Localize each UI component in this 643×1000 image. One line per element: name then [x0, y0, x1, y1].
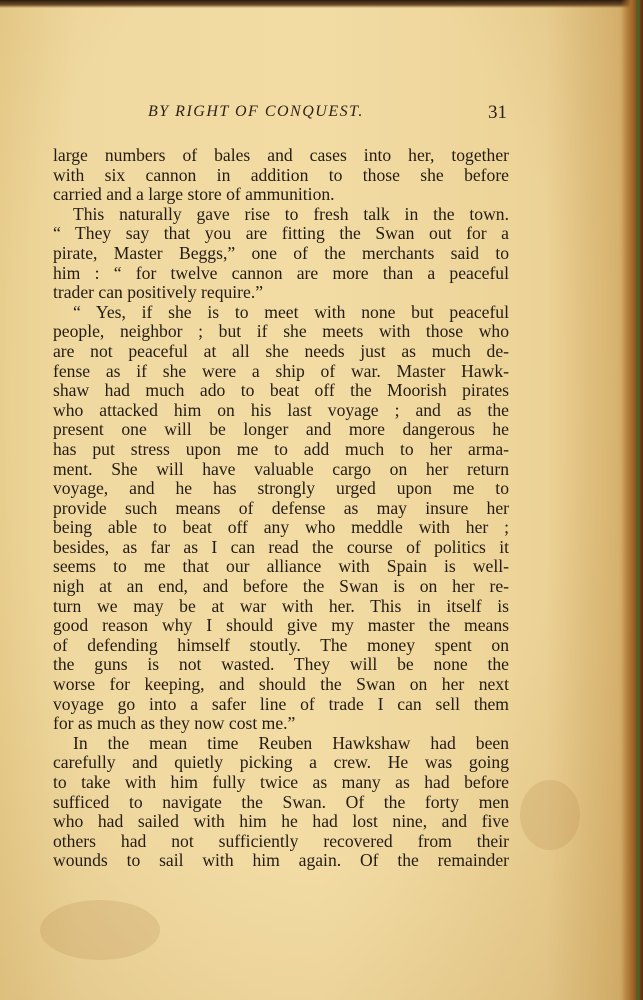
text-line: present one will be longer and more dangerous he	[53, 419, 509, 440]
text-line: turn we may be at war with her. This in itself is	[53, 595, 509, 616]
text-line: people, neighbor ; but if she meets with those who	[53, 321, 509, 342]
text-line: In the mean time Reuben Hawkshaw had been	[73, 732, 509, 753]
text-line: who had sailed with him he had lost nine, and five	[53, 811, 509, 832]
text-line: good reason why I should give my master the means	[53, 615, 509, 636]
text-line: being able to beat off any who meddle with her ;	[53, 517, 509, 538]
text-line: carried and a large store of ammunition.	[53, 184, 335, 205]
text-line: him : “ for twelve cannon are more than a peaceful	[53, 262, 509, 283]
text-line: for as much as they now cost me.”	[53, 713, 296, 734]
paper-stain	[40, 900, 160, 960]
text-line: provide such means of defense as may insure her	[53, 497, 509, 518]
text-line: worse for keeping, and should the Swan on her next	[53, 674, 509, 695]
text-line: voyage go into a safer line of trade I can sell them	[53, 693, 509, 714]
text-line: large numbers of bales and cases into her, together	[53, 145, 509, 165]
text-line: fense as if she were a ship of war. Master Hawk-	[53, 360, 509, 381]
running-head	[0, 100, 643, 130]
text-line: wounds to sail with him again. Of the remainder	[53, 850, 509, 871]
text-line: seems to me that our alliance with Spain is well-	[53, 556, 509, 577]
text-line: This naturally gave rise to fresh talk in the town.	[73, 203, 509, 224]
page-top-edge	[0, 0, 643, 8]
text-line: pirate, Master Beggs,” one of the merchants said to	[53, 242, 509, 263]
text-line: voyage, and he has strongly urged upon me to	[53, 478, 509, 499]
paper-stain	[520, 780, 580, 850]
text-line: who attacked him on his last voyage ; and as the	[53, 399, 509, 420]
text-line: besides, as far as I can read the course of politics it	[53, 536, 509, 557]
text-line: “ Yes, if she is to meet with none but peaceful	[73, 301, 509, 322]
body-text	[53, 146, 509, 871]
page-number: 31	[488, 102, 507, 123]
text-line: ment. She will have valuable cargo on her return	[53, 458, 509, 479]
text-line: shaw had much ado to beat off the Moorish pirates	[53, 380, 509, 401]
text-line: with six cannon in addition to those she before	[53, 164, 509, 185]
text-line: of defending himself stoutly. The money spent on	[53, 634, 509, 655]
text-line: others had not sufficiently recovered from their	[53, 830, 509, 851]
text-line: to take with him fully twice as many as had before	[53, 772, 509, 792]
text-line: nigh at an end, and before the Swan is on her re-	[53, 576, 509, 597]
text-line: trader can positively require.”	[53, 282, 264, 303]
text-line: are not peaceful at all she needs just as much de-	[53, 340, 509, 361]
binding-edge	[636, 0, 640, 1000]
text-line: the guns is not wasted. They will be none the	[53, 654, 509, 675]
text-line: sufficed to navigate the Swan. Of the forty men	[53, 791, 509, 812]
text-line: carefully and quietly picking a crew. He was going	[53, 752, 509, 773]
text-line: has put stress upon me to add much to her arma-	[53, 438, 509, 459]
text-line: “ They say that you are fitting the Swan out for a	[53, 223, 509, 244]
running-title: BY RIGHT OF CONQUEST.	[148, 103, 364, 120]
